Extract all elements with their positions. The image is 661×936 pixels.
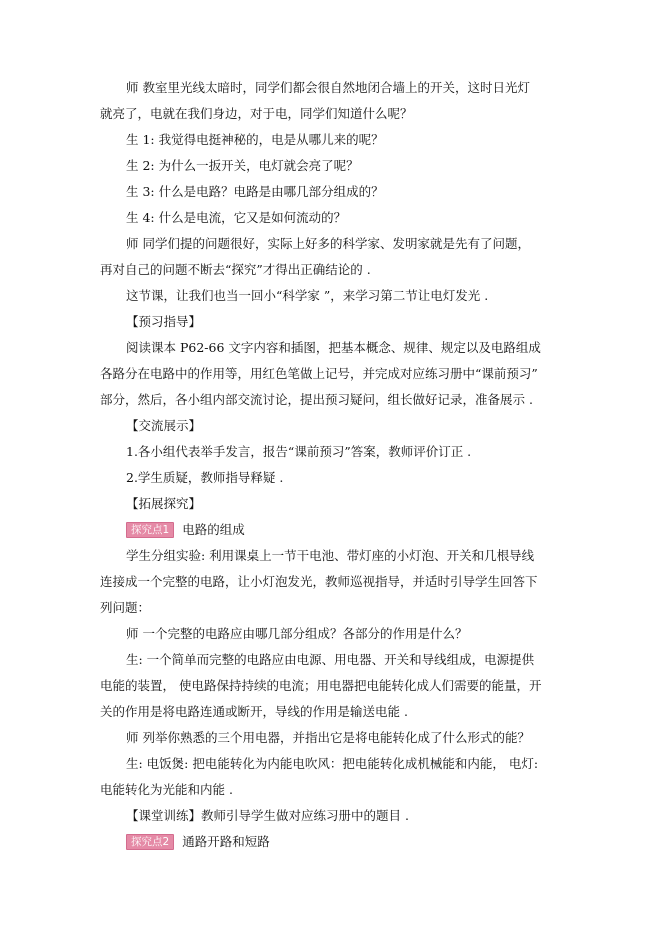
text-line: 电能转化为光能和内能 . — [100, 782, 233, 797]
text-line: 连接成一个完整的电路，让小灯泡发光，教师巡视指导，并适时引导学生回答下 — [100, 574, 538, 589]
explore-point-1-row — [126, 522, 596, 538]
section-heading-training: 【课堂训练】教师引导学生做对应练习册中的题目 . — [126, 808, 409, 823]
section-heading-preview: 【预习指导】 — [126, 314, 202, 329]
section-heading-explore: 【拓展探究】 — [126, 496, 202, 511]
text-line: 师 教室里光线太暗时，同学们都会很自然地闭合墙上的开关，这时日光灯 — [126, 80, 530, 95]
text-line: 师 一个完整的电路应由哪几部分组成？各部分的作用是什么？ — [126, 626, 468, 641]
text-line: 各路分在电路中的作用等，用红色笔做上记号，并完成对应练习册中“课前预习” — [100, 366, 538, 381]
text-line: 生 1: 我觉得电挺神秘的，电是从哪儿来的呢？ — [126, 132, 384, 147]
text-line: 生 4: 什么是电流，它又是如何流动的？ — [126, 210, 347, 225]
text-line: 再对自己的问题不断去“探究”才得出正确结论的 . — [100, 262, 371, 277]
text-line: 师 同学们提的问题很好，实际上好多的科学家、发明家就是先有了问题， — [126, 236, 530, 251]
text-line: 生 3: 什么是电路？电路是由哪几部分组成的？ — [126, 184, 384, 199]
explore-point-title: 电路的组成 — [182, 522, 245, 537]
text-line: 1.各小组代表举手发言，报告“课前预习”答案，教师评价订正 . — [126, 444, 472, 459]
text-line: 生 2: 为什么一扳开关，电灯就会亮了呢？ — [126, 158, 359, 173]
text-line: 这节课，让我们也当一回小“科学家 ”，来学习第二节让电灯发光 . — [126, 288, 489, 303]
text-line: 关的作用是将电路连通或断开，导线的作用是输送电能 . — [100, 704, 408, 719]
explore-point-badge: 探究点2 — [126, 834, 174, 850]
text-line: 师 列举你熟悉的三个用电器，并指出它是将电能转化成了什么形式的能？ — [126, 730, 530, 745]
explore-point-2-row — [126, 834, 596, 850]
text-line: 生: 电饭煲: 把电能转化为内能电吹风：把电能转化成机械能和内能， 电灯: — [126, 756, 539, 771]
text-line: 列问题： — [100, 600, 151, 615]
text-line: 电能的装置， 使电路保持持续的电流；用电器把电能转化成人们需要的能量，开 — [100, 678, 542, 693]
text-line: 生: 一个简单而完整的电路应由电源、用电器、开关和导线组成，电源提供 — [126, 652, 535, 667]
text-line: 2.学生质疑，教师指导释疑 . — [126, 470, 284, 485]
text-line: 阅读课本 P62-66 文字内容和插图，把基本概念、规律、规定以及电路组成 — [126, 340, 541, 355]
text-line: 学生分组实验: 利用课桌上一节干电池、带灯座的小灯泡、开关和几根导线 — [126, 548, 535, 563]
text-line: 部分，然后，各小组内部交流讨论，提出预习疑问，组长做好记录，准备展示 . — [100, 392, 533, 407]
explore-point-badge: 探究点1 — [126, 522, 174, 538]
section-heading-exchange: 【交流展示】 — [126, 418, 202, 433]
explore-point-title: 通路开路和短路 — [182, 834, 270, 849]
text-line: 就亮了，电就在我们身边，对于电，同学们知道什么呢？ — [100, 106, 413, 121]
